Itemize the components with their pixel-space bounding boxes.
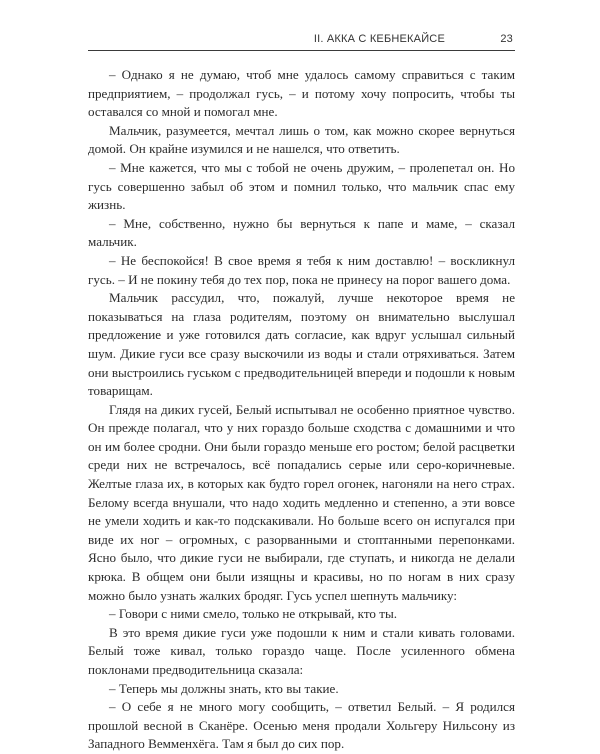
running-header xyxy=(88,28,515,51)
paragraph: В это время дикие гуси уже подошли к ним и стали кивать головами. Белый тоже кивал, только гораздо чаще. После усиленного обмена поклонами предводительница сказала: xyxy=(88,624,515,677)
paragraph: – Теперь мы должны знать, кто вы такие. xyxy=(109,680,339,696)
paragraph: Глядя на диких гусей, Белый испытывал не особенно приятное чувство. Он прежде полагал, что у них гораздо больше сходства с домашними и что он им более сродни. Они были гораздо меньше его ростом; белой расцветки среди них не встречалось, всё попадались серые или серо-коричневые. Желтые глаза их, в которых как будто горел огонек, нагоняли на него страх. Белому всегда внушали, что надо ходить медленно и степенно, а эти вовсе не умели ходить и как-то подскакивали. Но больше всего он испугался при виде их ног – огромных, с разорванными и стоптанными перепонками. Ясно было, что дикие гуси не выбирали, где ступать, и никогда не делали крюка. В общем они были изящны и красивы, но по ногам в них сразу можно было узнать жалких бродяг. Гусь успел шепнуть мальчику: xyxy=(88,401,515,603)
chapter-title: II. АККА С КЕБНЕКАЙСЕ xyxy=(313,33,445,45)
paragraph: – Однако я не думаю, чтоб мне удалось самому справиться с таким предприятием, – продолжал гусь, – и потому хочу попросить, чтобы ты оставался со мной и помогал мне. xyxy=(88,67,515,120)
paragraph: – Мне, собственно, нужно бы вернуться к папе и маме, – сказал мальчик. xyxy=(88,215,515,250)
paragraph: – О себе я не много могу сообщить, – ответил Белый. – Я родился прошлой весной в Сканёре. Осенью меня продали Хольгеру Нильсону из Западного Вемменхёга. Там я был до сих пор. xyxy=(88,699,515,752)
paragraph: – Не беспокойся! В свое время я тебя к ним доставлю! – воскликнул гусь. – И не покину тебя до тех пор, пока не принесу на порог вашего дома. xyxy=(88,252,515,287)
page-body xyxy=(88,66,515,754)
paragraph: Мальчик, разумеется, мечтал лишь о том, как можно скорее вернуться домой. Он крайне изумился и не нашелся, что ответить. xyxy=(88,122,515,157)
paragraph: Мальчик рассудил, что, пожалуй, лучше некоторое время не показываться на глаза родителям, поэтому он внимательно выслушал предложение и уже готовился дать согласие, как вдруг услышал сильный шум. Дикие гуси все сразу выскочили из воды и стали отряхиваться. Затем они выстроились гуськом с предводительницей впереди и подошли к новым товарищам. xyxy=(88,290,515,399)
page-number: 23 xyxy=(500,33,513,45)
paragraph: – Говори с ними смело, только не открывай, кто ты. xyxy=(109,606,398,622)
paragraph: – Мне кажется, что мы с тобой не очень дружим, – пролепетал он. Но гусь совершенно забыл об этом и помнил только, что мальчик спас ему жизнь. xyxy=(88,159,515,213)
